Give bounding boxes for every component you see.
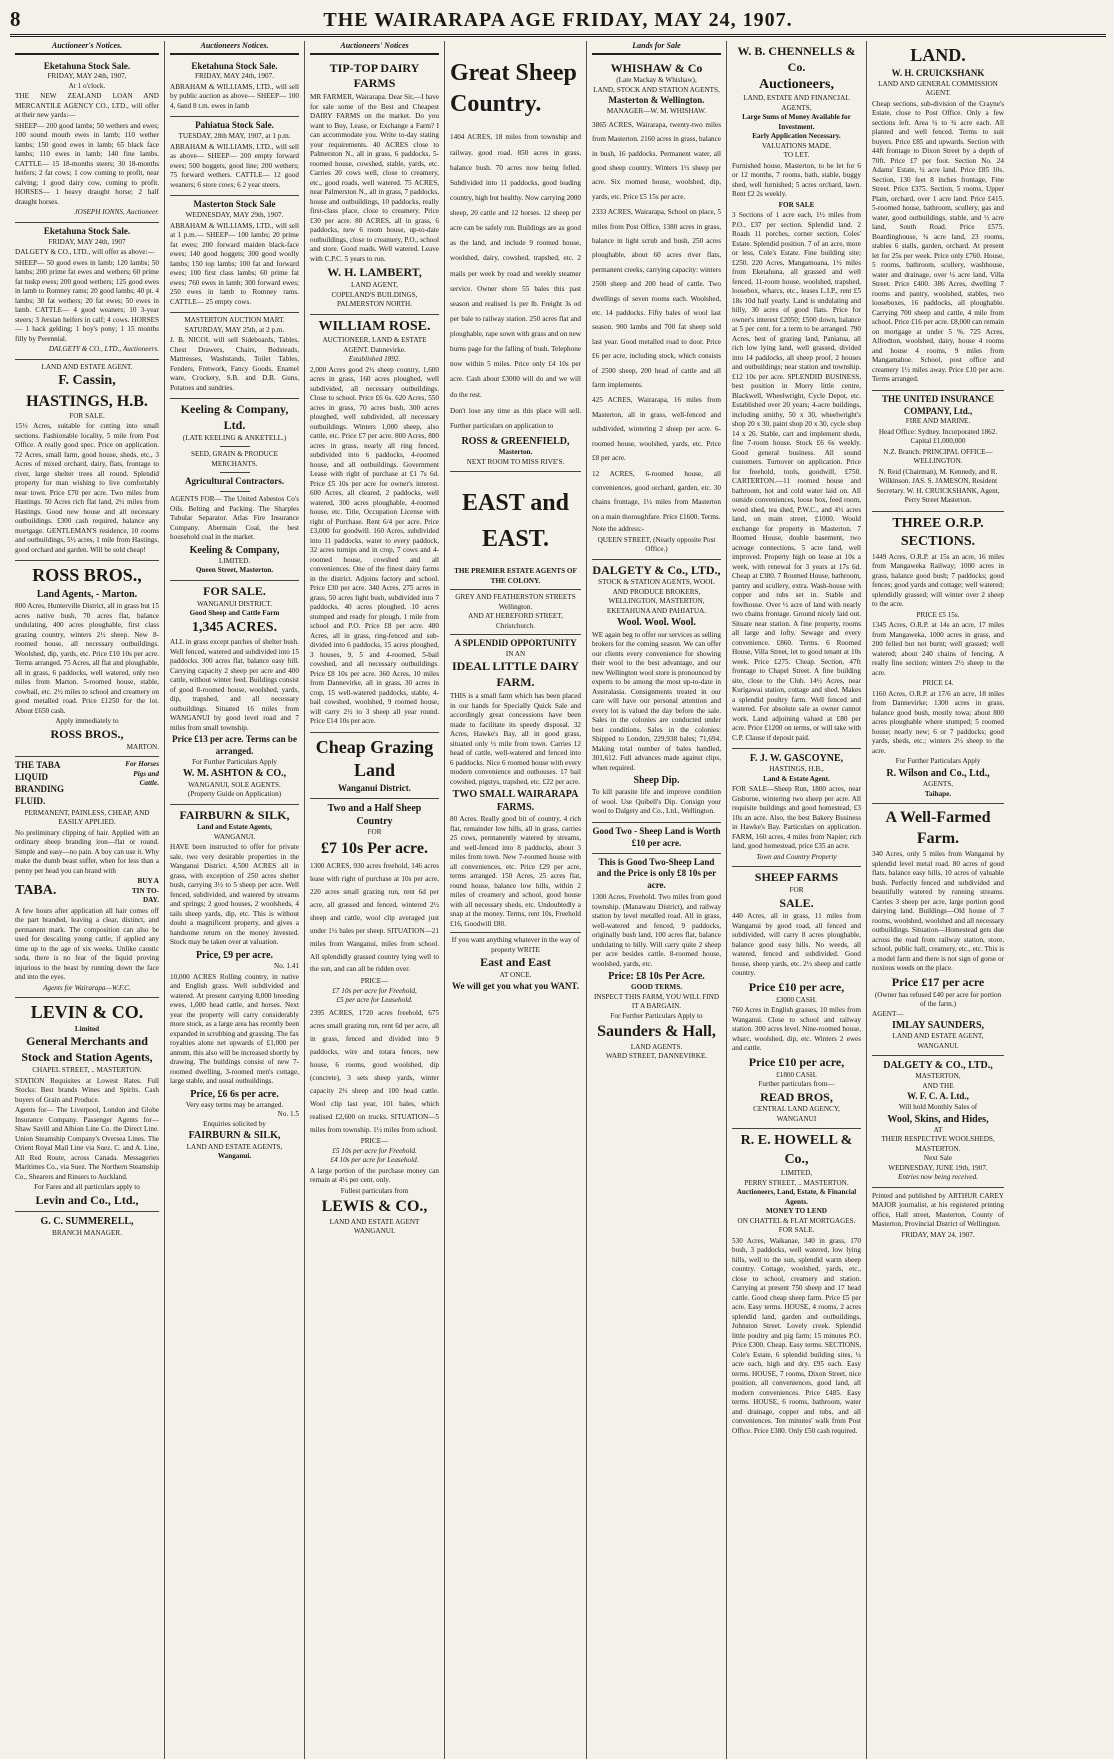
column-header: Auctioneers Notices.: [170, 41, 299, 55]
ad-chennells: W. B. CHENNELLS & Co. Auctioneers, LAND, ESTATE AND FINANCIAL AGENTS, Large Sums of Money Available for Investment. Early Application Necessary. VALUATIONS MADE. TO LET. Furnished house, Masterton, to be let for 6 or 12 months, 7 rooms, bath, stable, buggy shed, well furnished; 5 acres orchard, lawn. Rent £2 2s weekly. FOR SALE 3 Sections of 1 acre each, 1½ miles from P.O., £37 per section. Splendid land. 2 Roads 11 porches, corner section, Coles' Estate. Splendid position. 7 of an acre, more or less, Cole's Estate. Fine building site; £250. 220 Acres, Mangamoana, 1½ miles from Eketahuna, all grassed and well fenced, 11-room house, woolshed, trapshed, loosebox, wharcs, etc., leases L.I.P., rent £5 18s 10d half yearly. Land is undulating and hilly, 30 acres of good flats. Price for owner's interest £2050; £500 down, balance at 5 per cent. for a term to be arranged. 790 Acres, best of grazing land, Paniatua, all rich low lying land, well grassed, divided into 14 paddocks, all sheep proof, 2 houses and outbuildings; near station and township. £12 10s per acre. SPLENDID BUSINESS, best position in Morry little centre, Blackwell, Wheelwright, Cycle Depot, etc. Established over 20 years; 4-acre buildings, including smithy, 50 x 30, wheelwright's shop 20 x 30, paint shop 20 x 30, cycle shop 14 x 26. Stable, cart and implement sheds, fine 7-room house. Stock £6 6s weekly. Good general business. All sound customers. Turnover on application. Price for freehold, tools, goodwill, £750. CARTERTON.—11 roomed house and bathroom, hot and cold water laid on. All outside conveniences, loose box, feed room, wood shed, tea shed, P.W.C., and 4½ acres land, on main street, £1000. Would exchange for property in Masterton. 7 Roomed House, double basement, two acreage connections, 5 acre land, well improved. Property high on lease at 10s a week, with renewal for 3 years at 17s 6d. Cheap at £380. 7 Roomed House, bathroom, pantry and scullery, extra. Wash-house with copper and tubs set in. Stable and fowlhouse. Over ½ acre of land with nearly two chains frontage. Ground nicely laid out. Situate near station. A fine property, rooms all large and lofty. Sewage and every convenience. £860. Terms. 6 Roomed House, Villa Street, let to good tenant at 10s week. Price £275. Cheap. Section, 47ft frontage to Chapel Street. A fine building site, close to the Club. 14½ Acres, near Kurigawai station, cottage and shed. Makes a splendid poultry farm. Well fenced and watered. For absolute sale as owner cannot work. Land adjoining valued at £80 per acre. Price £1200 on terms, or will take with C.P. Clause if deposit paid.: [732, 41, 861, 749]
ad-levin-co: LEVIN & CO. Limited General Merchants and Stock and Station Agents, CHAPEL STREET, .. MASTERTON. STATION Requisites at Lowest Rates. Full Stocks: Best brands Wines and Spirits. Cash buyers of Grain and Produce. Agents for— The Liverpool, London and Globe Insurance Company. Passenger Agents for— Shaw Savill and Albion Line Co. the Direct Line. Union Steamship Company's Oversea Lines. The Orient Royal Mail Line via Suez. C. and A. Line, All Red Route, across Canada. Messageries Maritimes Co., via Suez. The Northern Steamship Co., Shearers and Rinsers to Auckland. For Fares and all particulars apply to Levin and Co., Ltd., G. C. SUMMERELL, BRANCH MANAGER.: [15, 1002, 159, 1237]
ad-whishaw: WHISHAW & Co (Late Mackay & Whishaw), LAND, STOCK AND STATION AGENTS, Masterton & Wellington. MANAGER—W. M. WHISHAW. 3865 ACRES, Wairarapa, twenty-two miles from Masterton. 2160 acres in grass, balance in bush, 16 paddocks. Permanent water, all good sheep country. Winters 1½ sheep per acre. Six roomed house, woolshed, dip, yards, etc. Price £5 15s per acre. 2333 ACRES, Wairarapa, School on place, 5 miles from Post Office, 1380 acres in grass, balance in light scrub and bush, 250 acres ploughable, about 60 acres river flats, permanent creeks, carrying capacity: winters 2500 sheep and 200 head of cattle. Two dwellings of seven rooms each. Woolshed, etc. 14 paddocks. Fifty bales of wool last season. 900 lambs and 700 fat sheep sold last year. Good metalled road to door. Price £6 per acre, including stock, which consists of 2500 sheep, 200 head of cattle and all farm implements. 425 ACRES, Wairarapa, 16 miles from Masterton, all in grass, well-fenced and subdivided, wintering 2 sheep per acre. 6-roomed house, woolshed, yards, etc. Price £8 per acre. 12 ACRES, 6-roomed house, all conveniences, good orchard, garden, etc. 30 chains frontage, 1½ miles from Masterton on a main thoroughfare. Price £1600. Terms. Note the address:- QUEEN STREET, (Nearly opposite Post Office.): [592, 58, 721, 560]
ad-fairburn-silk: FAIRBURN & SILK, Land and Estate Agents, WANGANUI. HAVE been instructed to offer for private sale, two very desirable properties in the Wanganui District. 4,500 ACRES all in grass, with exception of 250 acres shelter bush, carrying 3½ to 5 sheep per acre. Well fenced, subdivided, and watered by streams and springs; 2 good houses, 2 woolsheds, 4 tails sheep yards, dip, etc. This is without doubt a magnificent property, and gives a handsome return on the money invested. Stock may be taken over at valuation. Price, £9 per acre. No. 1.41 10,000 ACRES Rolling country, in native and English grass. Well subdivided and watered. At present carrying 8,000 breeding ewes, 1,000 head cattle, and horses. Next year the property will carry considerably more stock, as a large area has recently been expanded in scrubbing and grassing. The fax royalties alone net upwards of £1,000 per annum, this also will be increased shortly by drawing. The buildings consist of new 7-roomed dwelling, 3-roomed men's cottage, large stable, and usual outbuildings. Price, £6 6s per acre. Very easy terms may be arranged. No. 1.5 Enquiries solicited by FAIRBURN & SILK, LAND AND ESTATE AGENTS, Wanganui.: [170, 807, 299, 1161]
newspaper-title: THE WAIRARAPA AGE FRIDAY, MAY 24, 1907.: [323, 9, 793, 31]
ad-three-orp: THREE O.R.P. SECTIONS. 1449 Acres, O.R.P. at 15s an acre, 16 miles from Mangaweka Railway; 1000 acres in grass, balance good bush; 7 paddocks; good fences; good yards and cottage; well watered; splendidly grassed; will winter over 2 sheep to the acre. PRICE £5 15s. 1345 Acres, O.R.P. at 14s an acre, 17 miles from Mangaweka, 1000 acres in grass, and 200 felled but not burnt; well grassed; well watered; about 240 chains of fencing. A really fine section; winters 2½ sheep to the acre. PRICE £4. 1160 Acres, O.R.P. at 17/6 an acre, 18 miles from Dannevirke; 1300 acres in grass, balance good bush, mostly towa; about 800 acres ploughable where stumped; 5 roomed house; nearly new; 6 or 7 paddocks; good yards, sheds, etc.; winters 2½ sheep to the acre. For Further Particulars Apply R. Wilson and Co., Ltd., AGENTS, Taihape.: [872, 512, 1004, 804]
ad-william-rose: WILLIAM ROSE. AUCTIONEER, LAND & ESTATE AGENT. Dannevirke. Established 1892. 2,000 Acres good 2½ sheep country, 1,600 acres in grass, 160 acres ploughed, well subdivided, all necessary outbuildings. Close to school. Price £6 6s. 620 Acres, 550 acres in grass, 70 acres bush, 300 acres ploughed, well subdivided, all necessary outbuildings. Winters 1,000 sheep, also cattle, etc. Price £7 per acre. 800 Acres, 800 acres in grass, nearly all ring fenced, subdivided into 6 paddocks, 4-roomed house, and all outbuildings. Government Lease with right of purchase at £1 7s 6d. Price £5 10s per acre for owner's interest. 600 Acres, all cleared, 2 paddocks, well watered, 300 acres ploughable, 4-roomed house, etc. Title, Occupation License with right of Purchase. Rent 6/4 per acre. Price £3,000 for goodwill. 160 Acres, subdivided into 11 paddocks, water to every paddock, 32 acres turnips and in crop, 7 cows and 4-roomed house, cowshed and all conveniences. One of the finest dairy farms in the district. Adjoins factory and school. Price £30 per acre. 340 Acres, 275 acres in grass, 50 acres light bush, subdivided into 7 paddocks, 40 acres ploughed, 10 acres stumped and ready for plough, 1 mile from school and P.O. Price £8 per acre. 480 Acres, all in grass, ring-fenced and sub-divided into 6 paddocks, 15 acres ploughed, 3 houses, 9, 5 and 4-roomed, 5-bail cowshed, and all necessary outbuildings. Price £8 10s per acre. 360 Acres, 10 miles from Dannevirke, all in grass, 30 acres in crop, 15 well-watered paddocks, stable, 4-bail cowshed, woolshed, 9 roomed house, will carry 2½ to 3 sheep all year round. Price £14 10s per acre.: [310, 315, 439, 733]
ad-well-farmed-farm: A Well-Farmed Farm. 340 Acres, only 5 miles from Wanganui by splendid level metal road. 80 acres of good flats, balance easy hills, 10 acres of valuable bush. Perfectly fenced and subdivided and beautifully watered by running streams. Carries 3 sheep per acre, large portion good dairying land. Buildings—Old house of 7 rooms, woolshed, woolshed and all necessary outbuildings. Situation—Homestead gets due across the road from railway station, store, school, public hall, creamery, etc., etc. This is a model farm and there is not sign of gorse or noxious weeds on the place. Price £17 per acre (Owner has refused £40 per acre for portion of the farm.) AGENT— IMLAY SAUNDERS, LAND AND ESTATE AGENT, WANGANUI.: [872, 804, 1004, 1056]
ad-saunders-hall: Good Two - Sheep Land is Worth £10 per acre. This is Good Two-Sheep Land and the Price is only £8 10s per acre. 1300 Acres, Freehold. Two miles from good township. (Manawatu District), and railway station by level metalled road. All in grass, well-watered and fenced, 9 paddocks, originally bush land, 100 acres flat, balance undulating to hilly. Will carry quite 2 sheep per acre besides cattle. 8-roomed house, woolshed, yards, etc. Price: £8 10s Per Acre. GOOD TERMS. INSPECT THIS FARM, YOU WILL FIND IT A BARGAIN. For Further Particulars Apply to Saunders & Hall, LAND AGENTS. WARD STREET, DANNEVIRKE.: [592, 825, 721, 1060]
ad-taba-branding: THE TABA LIQUID BRANDING FLUID. For Horses Pigs and Cattle. PERMANENT, PAINLESS, CHEAP, AND EASILY APPLIED. No preliminary clipping of hair. Applied with an ordinary sheep branding iron—flat or round. Simple and easy—no pain. A boy can use it. Why make the dumb beast suffer, when for less than a penny per head you can brand with TABA. BUY A TIN TO-DAY. A few hours after application all hair comes off the part branded, leaving a clear, distinct, and permanent mark. The composition can also be used for descaling young cattle, if applied any time up to the age of six weeks. Unlike caustic soda, there is no fear of the liquid proving injurious to the beast by running down the face and into the eyes. Agents for Wairarapa—W.F.C.: [15, 757, 159, 998]
ad-dalgety-wool-sales: DALGETY & CO., LTD., MASTERTON, AND THE W. F. C. A. Ltd., Will hold Monthly Sales of Wool, Skins, and Hides, AT THEIR RESPECTIVE WOOLSHEDS, MASTERTON. Next Sale WEDNESDAY, JUNE 19th, 1907. Entries now being received.: [872, 1056, 1004, 1188]
ad-eketahuna-aw: Eketahuna Stock Sale. FRIDAY, MAY 24th, 1907. ABRAHAM & WILLIAMS, LTD., will sell by public auction as above— SHEEP— 100 4, 6and 8 t.m. ewes in lamb: [170, 58, 299, 118]
column-5: [587, 41, 727, 1759]
column-3: [305, 41, 445, 1759]
ad-wanganui-farm: FOR SALE. WANGANUI DISTRICT. Good Sheep and Cattle Farm 1,345 ACRES. ALL in grass except patches of shelter bush. Well fenced, watered and subdivided into 15 paddocks. 300 acres flat, balance easy hill. Carrying capacity 2 sheep per acre and 400 cattle, without winter feed. Buildings consist of good 8-roomed house, woolshed, yards, dip, trapshed, and all necessary outbuildings. Situated 16 miles from WANGANUI by good level road and 7 miles from small township. Price £13 per acre. Terms can be arranged. For Further Particulars Apply W. M. ASHTON & CO., WANGANUI, SOLE AGENTS. (Property Guide on Application): [170, 581, 299, 805]
ad-pahiatua-stock: Pahiatua Stock Sale. TUESDAY, 28th MAY, 1907, at 1 p.m. ABRAHAM & WILLIAMS, LTD., will sell as above— SHEEP— 200 empty forward ewes; 500 hoggets, good line; 200 wethers; 75 forward wethers. CATTLE— 12 good weaners; 6 store cows; 6 2 year steers.: [170, 117, 299, 196]
ad-auction-mart: MASTERTON AUCTION MART. SATURDAY, MAY 25th, at 2 p.m. J. B. NICOL will sell Sideboards, Tables, Chest Drawers, Chairs, Bedsteads, Mattresses, Washstands, Toilet Tables, Fenders, Fretwork, Fancy Goods, Enamel ware, Crockery, S.B. and D.B. Guns, Potatoes and sundries.: [170, 313, 299, 399]
column-header: Auctioneer's Notices.: [15, 41, 159, 55]
ad-great-sheep-country: Great Sheep Country. 1404 ACRES, 18 miles from township and railway, good road. 850 acres in grass, balance bush. 70 acres now being felled. Subdivided into 11 paddocks, good leading country, high but healthy. Now carrying 2000 sheep, 20 cattle and 12 horses. 12 sheep per acre can be safely run. Buildings are as good as the land, and include 9 roomed house, woolshed, dairy, cowshed, trapshed, etc. 2 mails per week by road and weekly steamer service. Owner shore 55 bales this past season and realised 1s per lb. Freight 3s od per bale to railway station. 250 acres flat and ploughable, rape sown with grass and on new burns page for the falling of bush. Telephone now within 5 miles. Price only £4 10s per acre. Cash about £3000 will do and we will do the rest. Don't lose any time as this place will sell. Further particulars on application to ROSS & GREENFIELD, Masterton. NEXT ROOM TO MISS RIVE'S.: [450, 41, 581, 472]
page-number: 8: [10, 7, 21, 31]
column-4: [445, 41, 587, 1759]
column-6: [727, 41, 867, 1759]
column-header: Auctioneers' Notices: [310, 41, 439, 55]
ad-ross-bros: ROSS BROS., Land Agents, - Marton. 800 Acres, Hunterville District, all in grass but 15 acres native bush, 70 acres flat, balance undulating, 400 acres ploughable, first class grazing country, winters 2½ sheep. New 8-roomed house, all necessary outbuildings. Woolshed, dip, yards, etc. Price £10 10s per acre. Terms arranged. 75 Acres, all flat and ploughable, all in grass, 6 paddocks, well watered, only two miles from Marton. 5-roomed house, stable, cowbail, etc. 2½ miles to school and creamery on good metalled road. Price £1250 for the lot. About £650 cash. Apply immediately to ROSS BROS., MARTON.: [15, 561, 159, 757]
imprint: Printed and published by ARTHUR CAREY MAJOR journalist, at his registered printing office, Hall street, Masterton, County of Masterton, Provincial District of Wellington. FRIDAY, MAY 24, 1907.: [872, 1191, 1004, 1239]
ad-united-insurance: THE UNITED INSURANCE COMPANY, Ltd., FIRE AND MARINE. Head Office: Sydney. Incorporated 1862. Capital £1,000,000 N.Z. Branch: PRINCIPAL OFFICE—WELLINGTON. N. Reid (Chairman), M. Kennedy, and R. Wilkinson. JAS. S. JAMESON, Resident Secretary. W. H. CRUICKSHANK, Agent, Perry Street Masterton.: [872, 391, 1004, 512]
ad-title: Eketahuna Stock Sale.: [43, 60, 131, 71]
ad-howell: R. E. HOWELL & Co., LIMITED, PERRY STREET, .. MASTERTON. Auctioneers, Land, Estate, & Financial Agents. MONEY TO LEND ON CHATTEL & FLAT MORTGAGES. FOR SALE. 530 Acres, Waikanae, 340 in grass, 170 bush, 3 paddocks, well watered, low lying hills, well to the sun, splendid warm sheep country. Cottage, woolshed, yards, etc., close to school, creamery and station. Carrying at present 750 sheep and 17 head cattle. Good cheap sheep farm. Price £5 per acre. Easy terms. HOUSE, 4 rooms, 2 acres splendid land, garden and outbuildings, Johnston Street. Lovely creek. Splendid little poultry and pig farm; 15 minutes P.O. Price £300. Cheap. Easy terms. SECTIONS, Cole's Estate, 6 splendid building sites, ¼ acre each, high and dry. £95 each. Easy terms. HOUSE, 7 rooms, Dixon Street, nice position, all conveniences, good land, all modern conveniences. Price £485. Easy terms. HOUSE, 6 rooms, bathroom, water and drainage, copper and tubs, and all conveniences. Ten minutes' walk from Post Office. Price £380. Only £50 cash required.: [732, 1133, 861, 1435]
ad-f-cassin: LAND AND ESTATE AGENT. F. Cassin, HASTINGS, H.B. FOR SALE. 15½ Acres, suitable for cutting into small sections. Fashionable locality, 5 mile from Post Office. A really good spec. Price on application. 72 Acres, small farm, good house, sheds, etc., 3 Acres of mixed orchard, dairy, flats, frontage to river, large shelter trees all round. Splendid property for man wishing to live comfortably near town. Price £70 per acre. Two miles from Hastings. 50 Acres rich flat land, 2½ miles from Hastings. Good new house and all necessary outbuildings. £300 cash required, balance any mortgage. GENTLEMAN'S residence, 10 rooms and outbuildings, 5½ acres, 1 mile from Hastings, good orchard and garden. Will be sold cheap!: [15, 360, 159, 562]
ad-keeling: Keeling & Company, Ltd. (LATE KEELING & ANKETELL.) SEED, GRAIN & PRODUCE MERCHANTS. Agricultural Contractors. AGENTS FOR— The United Asbestos Co's Oils. Belting and Packing. The Sharples Tubular Separator. Atlas Fire Insurance Company. Abermain Coal, the best household coal in the market. Keeling & Company, LIMITED. Queen Street, Masterton.: [170, 399, 299, 581]
column-header: Lands for Sale: [592, 41, 721, 55]
ad-read-bros: SHEEP FARMS FOR SALE. 440 Acres, all in grass, 11 miles from Wanganui by good road, all fenced and subdivided, will carry 8 acres ploughable, balance good easy hills. No weeds, all watered, fenced and subdivided. Good house, sheep yards, etc. 2½ sheep and cattle country. Price £10 per acre, £3000 CASH. 760 Acres in English grasses, 10 miles from Wanganui. Close to school and railway station. 300 acres level. Nine-roomed house, wharc, woolshed, dip, etc. Winters 2 ewes and cattle. Price £10 per acre, £1800 CASH. Further particulars from— READ BROS, CENTRAL LAND AGENCY, WANGANUI: [732, 867, 861, 1129]
column-2: [165, 41, 305, 1759]
ad-gascoyne: F. J. W. GASCOYNE, HASTINGS, H.B., Land & Estate Agent. FOR SALE—Sheep Run, 1800 acres, near Gisborne, wintering two sheep per acre. All requisite buildings and good homestead, £3 10s an acre. Also, the best Bakery Business in Hawke's Bay. Particulars on application. FARM, 160 acres, 4 miles from Napier; rich land, good homestead, price £35 an acre. Town and Country Property: [732, 749, 861, 867]
ad-eketahuna-dalgety: Eketahuna Stock Sale. FRIDAY, MAY 24th, 1907 DALGETY & CO., LTD., will offer as above:— SHEEP— 50 good ewes in lamb; 120 lambs; 50 lambs; 200 prime fat ewes and wethers; 60 prime fat tuskp ewes; 200 good wethers; 125 good ewes in lamb to Romney rams; 20 good lambs; 40 pt. 4 lambs; 30 fat wethers; 20 fat ewes; 50 ewes in lamb. CATTLE— 4 good weaners; 10 3-year steers; 3 Jersian heifers in calf; 4 cows. HORSES— 1 hack gelding; 1 boy's pony; 1 15 months filly by Perennial. DALGETY & CO., LTD., Auctioneers.: [15, 223, 159, 360]
ad-cruickshank: LAND. W. H. CRUICKSHANK LAND AND GENERAL COMMISSION AGENT. Cheap sections, sub-division of the Crayne's Estate, close to Post Office. Only a few sections left. Area ¼ to ¾ acre each. All planted and well fenced. Terms to suit buyers. Price £85 and upwards. Section with 44ft frontage to Dixon Street by a depth of 70ft. Price £7 per foot. Section No. 24 Adams' Estate, ¼ acre land. Price £85 10s. Section, 130 feet 8 inches frontage, Fine Street. Price £375. Section, 5 rooms, Upper Plain, orchard, over 1 acre land. Price £415. 5-roomed house, bathroom, scullery, gas and water, good outbuildings, stable, and ½ acre land, South Road. Price £575. Boardinghouse, ¾ acre land, 23 rooms, stables 6 stalls, garden, orchard. At present let for 25s per week. Price only £760. House, 5 rooms, bathroom, scullery, washhouse, water and drainage, over ¼ acre land, Villa Street. Price £400. 386 Acres, dwelling 7 rooms and pantry, woolshed, stables, two looseboxes, 16 paddocks, all ploughable. Carrying 700 sheep and cattle, 4 mile from school. Price £16 per acre. £8,000 can remain on mortgage at under 5 %. 725 Acres, Alfredton, woolshed, dairy, house 4 rooms and house 4 rooms, 9 miles from Mangamahoe. School, post office and creamery 1½ miles away. Price £10 per acre. Terms arranged.: [872, 41, 1004, 391]
ad-tip-top-dairy: TIP-TOP DAIRY FARMS MR FARMER, Wairarapa. Dear Sir,—I have for sale some of the Best and Cheapest DAIRY FARMS on the market. Do you want to Buy, Lease, or Exchange a Farm? I can accommodate you. Write to-day stating your requirements. 40 ACRES close to Palmerston N., all in grass, 6 paddocks, 5-roomed house, cowshed, stable, yards, etc. Carries 20 cows well, close to creamery, etc., good roads, well watered. 75 ACRES, near Palmerston N., all in grass, 7 paddocks, house and outbuildings, 10 paddocks, really first-class place, close to creamery. Price £30 per acre. 80 ACRES, all in grass, 6 paddocks, new 6 room house, up-to-date outbuildings, close to creamery, P.O., school and store. Good roads. Well watered. Leave with C.P.C. 5 years to run. W. H. LAMBERT, LAND AGENT, COPELAND'S BUILDINGS, PALMERSTON NORTH.: [310, 58, 439, 315]
ad-masterton-stock: Masterton Stock Sale WEDNESDAY, MAY 29th, 1907. ABRAHAM & WILLIAMS, LTD., will sell at 1 p.m.— SHEEP— 100 lambs; 20 prime fat ewes; 200 forward maiden black-face ewes; 140 good hoggets; 300 good woolly lambs; 150 top lambs; 100 fat and forward ewes; 100 first class lambs; 60 prime fat ewes; 760 ewes in lamb; 300 forward ewes; 250 ewes in lamb to Romney rams. CATTLE— 25 empty cows.: [170, 196, 299, 313]
ad-east-and-east: EAST and EAST. THE PREMIER ESTATE AGENTS OF THE COLONY. GREY AND FEATHERSTON STREETS Wellington. AND AT HEREFORD STREET, Christchurch. A SPLENDID OPPORTUNITY IN AN IDEAL LITTLE DAIRY FARM. THIS is a small farm which has been placed in our hands for Specially Quick Sale and accordingly great concessions have been made to facilitate its speedy disposal. 32 Acres, Hawke's Bay, all in good grass, situated only ½ mile from town. Carries 12 head of cattle, well-watered and fenced into 6 paddocks. Nice 6 roomed house with every modern convenience and outhouses. 17 bail cowshed, pigstys, trapshed, etc. £22 per acre. TWO SMALL WAIRARAPA FARMS. 80 Acres. Really good bit of country, 4 rich flat, remainder low hills, all in grass, carries 25 cows, permanently watered by streams, and well-fenced into 8 paddocks, about 3 miles from town. New 7-roomed house with all conveniences, etc. Price £29 per acre, terms arranged. 150 Acres, 25 acres flat, round house, balance low hills, within 2 miles of creamery and school, good house with all necessary sheds, etc. Undoubtedly a snap at the money. Terms, rent 10s, Freehold £16, Goodwill £80. If you want anything whatever in the way of property WRITE East and East AT ONCE. We will get you what you WANT.: [450, 490, 581, 991]
column-1: [10, 41, 165, 1759]
ad-dalgety-wool: DALGETY & Co., LTD., STOCK & STATION AGENTS, WOOL AND PRODUCE BROKERS, WELLINGTON, MASTERTON, EKETAHUNA AND PAHIATUA. Wool. Wool. Wool. WE again beg to offer our services as selling brokers for the coming season. We can offer our clients every convenience for showing their wool to the best advantage, and our new Wellington wool store is pronounced by experts to be among the most up-to-date in Australasia. Consignments treated in our care will have our personal attention and every lot is valued the day before the sale. Sales in the colonies are conducted under best conditions. Sales in the colonies: Shipped to London, 229,938 bales; 71,694. Making total number of bales handled, 301,612. Full advances made against clips, when required. Sheep Dip. To kill parasite life and improve condition of wool. Use Quibell's Dip. Consign your wool to Dalgety and Co., Ltd., Wellington.: [592, 560, 721, 823]
ad-eketahuna-nzl: Eketahuna Stock Sale. FRIDAY, MAY 24th, 1907, At 1 o'clock. THE NEW ZEALAND LOAN AND MERCANTILE AGENCY CO., LTD., will offer at their new yards:— SHEEP— 200 good lambs; 50 wethers and ewes; 100 sound mouth ewes in lamb; 110 wether lambs; 150 good ewes in lamb; 65 black face lambs; 110 ewes in lamb; 140 fine lambs. CATTLE— 15 18-months steers; 30 18-months heifers; 2 fat cows; 1 cow coming to profit, near calving; 1 good dairy cow, coming to profit. HORSES— 1 heavy draught horse; 2 half draught horses. JOSEPH IONNS, Auctioneer.: [15, 58, 159, 223]
ad-cheap-grazing: Cheap Grazing Land Wanganui District. Two and a Half Sheep Country FOR £7 10s Per acre. 1300 ACRES, 930 acres freehold, 146 acres lease with right of purchase at 10s per acre, 220 acres small grazing run, rent 6d per acre, all grassed and fenced, wintered 2½ sheep and cattle, wool clip averaged just under 1½ bales per sheep. SITUATION—21 miles from Wanganui, miles from school. All splendidly grassed country lying well to the sun, and can all be ridden over. PRICE— £7 10s per acre for Freehold, £5 per acre for Leasehold. 2395 ACRES, 1720 acres freehold, 675 acres small grazing run, rent 6d per acre, all in grass, fenced and divided into 9 paddocks, wire and totara fences, new house, 6 rooms, good woolshed, dip (concrete), 3 sets sheep yards, winter capacity 2½ sheep and 100 head cattle. Wool clip last year, 101 bales, which realised £2,600 on trucks. SITUATION—5 miles from township. 1½ miles from school. PRICE— £5 10s per acre for Freehold. £4 10s per acre for Leasehold. A large portion of the purchase money can remain at 4½ per cent. only. Fullest particulars from LEWIS & CO., LAND AND ESTATE AGENT WANGANUI.: [310, 736, 439, 1236]
column-7: [867, 41, 1009, 1759]
masthead: [10, 8, 1106, 37]
